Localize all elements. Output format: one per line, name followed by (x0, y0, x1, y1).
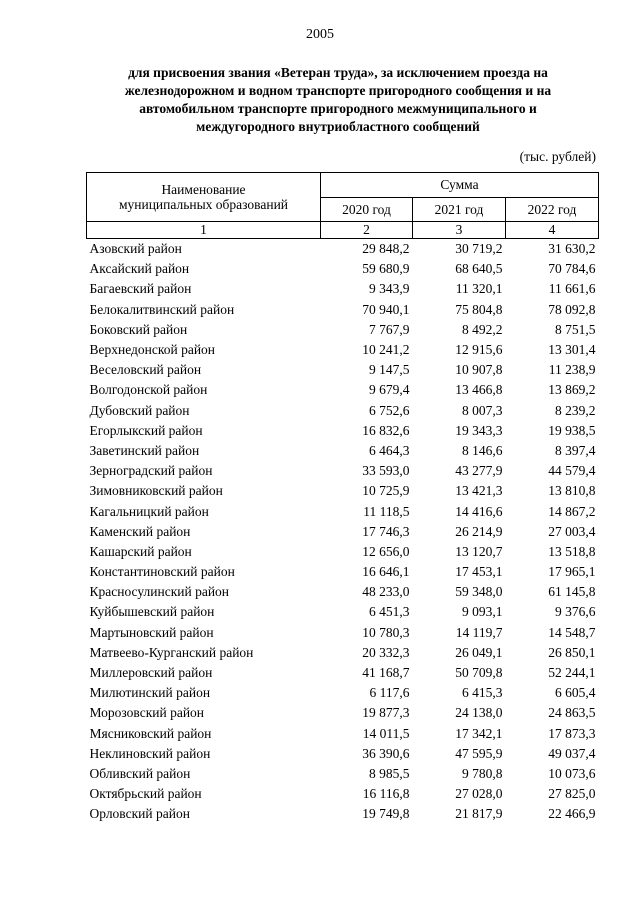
value-2022: 26 850,1 (548, 644, 596, 660)
municipality-name: Заветинский район (89, 442, 200, 458)
value-2020: 6 752,6 (369, 402, 410, 418)
table-row (87, 804, 599, 824)
value-2021: 6 415,3 (462, 685, 503, 701)
value-2021: 14 416,6 (455, 503, 503, 519)
value-2020: 10 241,2 (362, 342, 410, 358)
table-row (87, 663, 599, 683)
table-row (87, 320, 599, 340)
title-line: железнодорожном и водном транспорте пригородного сообщения и на (124, 83, 552, 98)
value-2022: 10 073,6 (548, 765, 596, 781)
table-row (87, 239, 599, 260)
value-2022: 19 938,5 (548, 422, 596, 438)
municipality-name: Октябрьский район (89, 786, 202, 802)
value-2020: 20 332,3 (362, 644, 410, 660)
value-2021: 11 320,1 (455, 281, 503, 297)
value-2020: 7 767,9 (369, 321, 410, 337)
value-2022: 31 630,2 (548, 241, 596, 257)
value-2022: 44 579,4 (548, 463, 596, 479)
municipality-name: Кагальницкий район (89, 503, 209, 519)
title-line: автомобильном транспорте пригородного межмуниципального и (139, 101, 537, 116)
units-label: (тыс. рублей) (519, 149, 596, 164)
value-2021: 30 719,2 (455, 241, 503, 257)
value-2021: 21 817,9 (455, 806, 503, 822)
municipality-name: Константиновский район (89, 564, 235, 580)
value-2021: 24 138,0 (455, 705, 503, 721)
value-2022: 24 863,5 (548, 705, 596, 721)
column-number: 4 (506, 222, 599, 239)
value-2022: 61 145,8 (548, 584, 596, 600)
header-year-2020: 2020 год (321, 198, 413, 222)
value-2020: 19 749,8 (362, 806, 410, 822)
table-row (87, 441, 599, 461)
value-2022: 27 825,0 (548, 786, 596, 802)
value-2020: 12 656,0 (362, 543, 410, 559)
municipality-name: Кашарский район (89, 543, 192, 559)
municipality-name: Красносулинский район (89, 584, 230, 600)
value-2021: 47 595,9 (455, 745, 503, 761)
municipality-name: Волгодонской район (89, 382, 208, 398)
table-row (87, 461, 599, 481)
value-2020: 8 985,5 (369, 765, 410, 781)
value-2022: 22 466,9 (548, 806, 596, 822)
municipality-name: Орловский район (89, 806, 190, 822)
value-2022: 27 003,4 (548, 523, 596, 539)
municipality-name: Морозовский район (89, 705, 205, 721)
value-2022: 8 751,5 (555, 321, 596, 337)
municipality-name: Мясниковский район (89, 725, 212, 741)
value-2021: 17 453,1 (455, 564, 503, 580)
value-2020: 29 848,2 (362, 241, 410, 257)
municipality-name: Белокалитвинский район (89, 301, 235, 317)
table-row (87, 582, 599, 602)
value-2022: 13 518,8 (548, 543, 596, 559)
value-2021: 13 466,8 (455, 382, 503, 398)
value-2020: 6 117,6 (369, 685, 410, 701)
municipality-name: Неклиновский район (89, 745, 211, 761)
value-2021: 9 093,1 (462, 604, 503, 620)
table-row (87, 703, 599, 723)
table-row (87, 340, 599, 360)
table-row (87, 764, 599, 784)
value-2022: 8 397,4 (555, 442, 596, 458)
table-row (87, 401, 599, 421)
value-2020: 6 451,3 (369, 604, 410, 620)
table-row (87, 724, 599, 744)
value-2020: 48 233,0 (362, 584, 410, 600)
table-row (87, 300, 599, 320)
value-2021: 26 049,1 (455, 644, 503, 660)
value-2020: 9 343,9 (369, 281, 410, 297)
municipality-name: Багаевский район (89, 281, 192, 297)
value-2020: 16 646,1 (362, 564, 410, 580)
value-2021: 12 915,6 (455, 342, 503, 358)
municipality-name: Обливский район (89, 765, 191, 781)
value-2021: 8 146,6 (462, 442, 503, 458)
table-row (87, 784, 599, 804)
value-2021: 8 007,3 (462, 402, 503, 418)
value-2021: 13 120,7 (455, 543, 503, 559)
table-row (87, 481, 599, 501)
value-2021: 10 907,8 (455, 362, 503, 378)
value-2021: 17 342,1 (455, 725, 503, 741)
municipality-name: Миллеровский район (89, 665, 213, 681)
value-2022: 6 605,4 (555, 685, 596, 701)
page-number: 2005 (306, 27, 334, 42)
municipality-name: Егорлыкский район (89, 422, 203, 438)
value-2020: 19 877,3 (362, 705, 410, 721)
table-row (87, 501, 599, 521)
value-2020: 10 725,9 (362, 483, 410, 499)
value-2020: 17 746,3 (362, 523, 410, 539)
municipality-name: Азовский район (89, 241, 182, 257)
value-2022: 78 092,8 (548, 301, 596, 317)
value-2022: 49 037,4 (548, 745, 596, 761)
header-year-2021: 2021 год (413, 198, 506, 222)
value-2020: 59 680,9 (362, 261, 410, 277)
value-2021: 59 348,0 (455, 584, 503, 600)
value-2022: 11 661,6 (548, 281, 596, 297)
municipality-name: Матвеево-Курганский район (89, 644, 254, 660)
column-number: 2 (321, 222, 413, 239)
value-2021: 14 119,7 (455, 624, 503, 640)
value-2022: 14 867,2 (548, 503, 596, 519)
table-row (87, 259, 599, 279)
value-2021: 50 709,8 (455, 665, 503, 681)
table-row (87, 380, 599, 400)
value-2022: 14 548,7 (548, 624, 596, 640)
title-line: междугородного внутриобластного сообщений (196, 119, 480, 134)
table-row (87, 542, 599, 562)
value-2020: 6 464,3 (369, 442, 410, 458)
value-2022: 13 810,8 (548, 483, 596, 499)
value-2022: 17 965,1 (548, 564, 596, 580)
municipality-name: Мартыновский район (89, 624, 214, 640)
value-2020: 9 147,5 (369, 362, 410, 378)
municipality-name: Боковский район (89, 321, 188, 337)
value-2022: 8 239,2 (555, 402, 596, 418)
municipality-name: Аксайский район (89, 261, 190, 277)
table-body (87, 239, 599, 825)
municipality-name: Зерноградский район (89, 463, 213, 479)
table-row (87, 643, 599, 663)
header-year-2022: 2022 год (506, 198, 599, 222)
value-2021: 9 780,8 (462, 765, 503, 781)
value-2021: 27 028,0 (455, 786, 503, 802)
value-2020: 9 679,4 (369, 382, 410, 398)
value-2022: 52 244,1 (548, 665, 596, 681)
value-2021: 68 640,5 (455, 261, 503, 277)
municipality-name: Каменский район (89, 523, 191, 539)
municipality-name: Верхнедонской район (89, 342, 216, 358)
municipality-name: Дубовский район (89, 402, 190, 418)
table-row (87, 279, 599, 299)
value-2020: 33 593,0 (362, 463, 410, 479)
value-2020: 70 940,1 (362, 301, 410, 317)
value-2021: 8 492,2 (462, 321, 503, 337)
value-2021: 43 277,9 (455, 463, 503, 479)
value-2022: 70 784,6 (548, 261, 596, 277)
value-2022: 13 301,4 (548, 342, 596, 358)
value-2021: 75 804,8 (455, 301, 503, 317)
value-2021: 26 214,9 (455, 523, 503, 539)
value-2022: 13 869,2 (548, 382, 596, 398)
municipality-name: Куйбышевский район (89, 604, 215, 620)
value-2022: 9 376,6 (555, 604, 596, 620)
municipality-name: Веселовский район (89, 362, 202, 378)
table-row (87, 421, 599, 441)
table-row (87, 562, 599, 582)
value-2020: 16 116,8 (362, 786, 410, 802)
column-number: 3 (413, 222, 506, 239)
table-row (87, 623, 599, 643)
value-2020: 14 011,5 (362, 725, 410, 741)
value-2021: 13 421,3 (455, 483, 503, 499)
value-2020: 16 832,6 (362, 422, 410, 438)
table-row (87, 522, 599, 542)
table-row (87, 744, 599, 764)
value-2020: 41 168,7 (362, 665, 410, 681)
value-2022: 17 873,3 (548, 725, 596, 741)
table-row (87, 360, 599, 380)
document-title (78, 64, 598, 136)
municipality-name: Зимовниковский район (89, 483, 223, 499)
value-2020: 11 118,5 (363, 503, 410, 519)
value-2021: 19 343,3 (455, 422, 503, 438)
table-row (87, 602, 599, 622)
table-row (87, 683, 599, 703)
value-2020: 36 390,6 (362, 745, 410, 761)
value-2020: 10 780,3 (362, 624, 410, 640)
column-number: 1 (87, 222, 321, 239)
title-line: для присвоения звания «Ветеран труда», за исключением проезда на (128, 65, 548, 80)
value-2022: 11 238,9 (548, 362, 596, 378)
municipality-name: Милютинский район (89, 685, 211, 701)
budget-table (86, 172, 599, 824)
header-sum: Сумма (321, 173, 599, 198)
header-municipality: Наименование муниципальных образований (87, 173, 321, 222)
